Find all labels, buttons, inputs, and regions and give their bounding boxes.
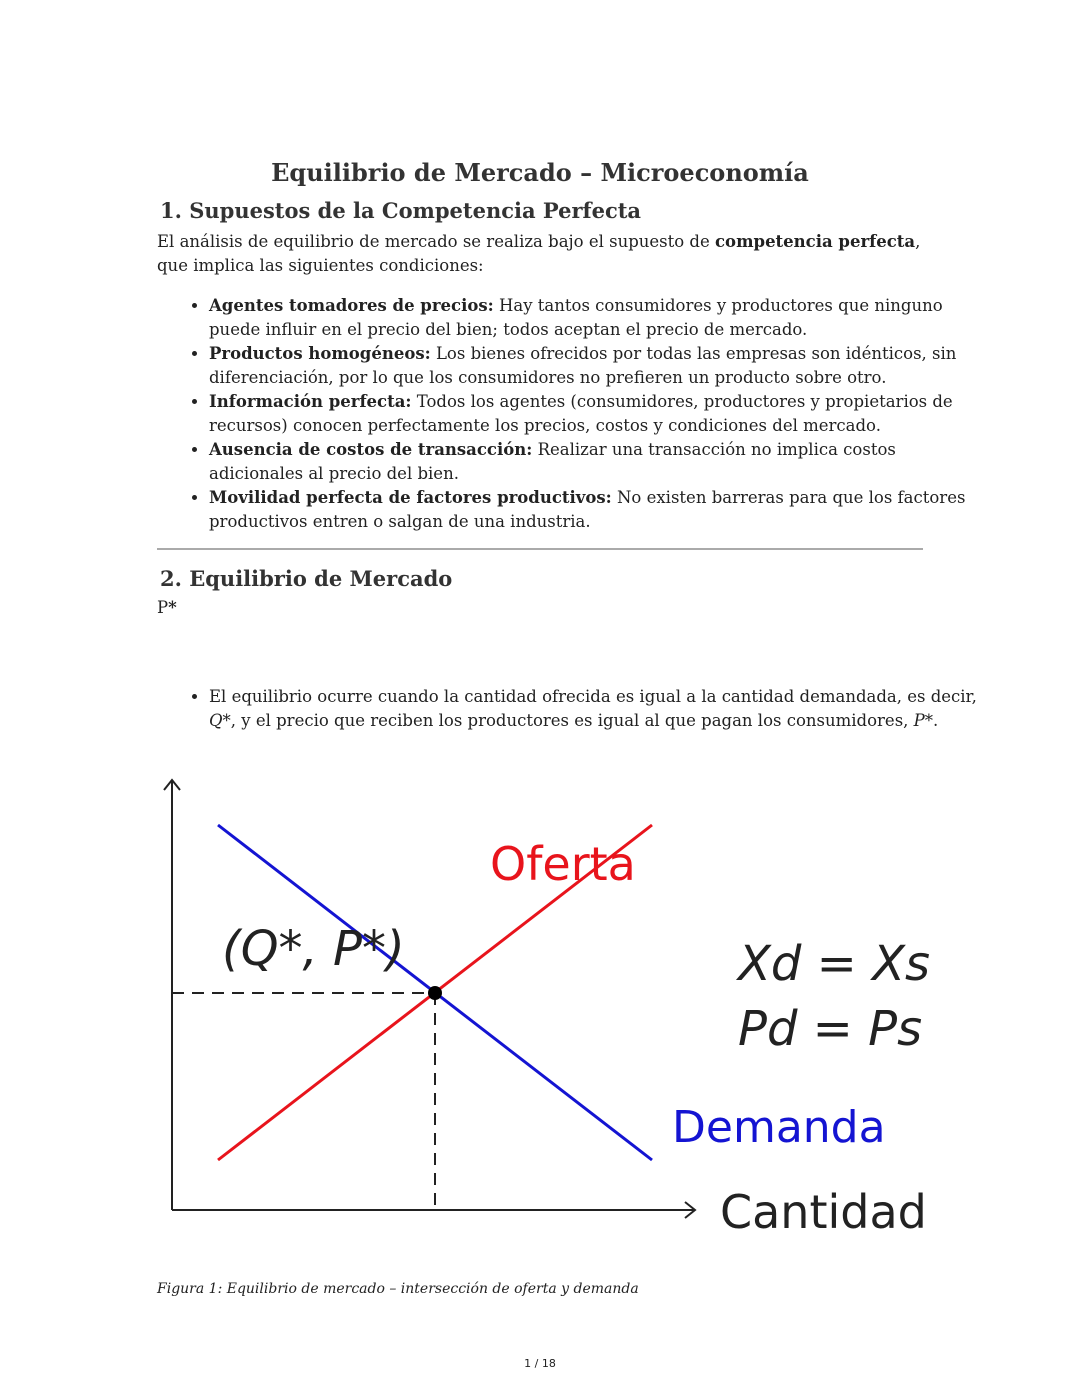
section-2-heading: 2. Equilibrio de Mercado xyxy=(160,566,453,591)
list-item: • Información perfecta: Todos los agentes (consumidores, productores y propietarios de recursos) conocen perfectamente los precios, costos y condiciones del mercado. xyxy=(209,390,979,438)
equilibrium-point xyxy=(428,986,442,1000)
list-item: • Movilidad perfecta de factores productivos: No existen barreras para que los factores productivos entren o salgan de una industria. xyxy=(209,486,979,534)
list-item: • Agentes tomadores de precios: Hay tantos consumidores y productores que ninguno puede influir en el precio del bien; todos aceptan el precio de mercado. xyxy=(209,294,979,342)
price-equation: Pd = Ps xyxy=(738,1001,923,1057)
list-item: • Ausencia de costos de transacción: Realizar una transacción no implica costos adicionales al precio del bien. xyxy=(209,438,979,486)
supply-label: Oferta xyxy=(490,837,636,891)
x-axis-label: Cantidad xyxy=(720,1185,927,1239)
text: El análisis de equilibrio de mercado se realiza bajo el supuesto de xyxy=(157,232,716,251)
list-item: • El equilibrio ocurre cuando la cantidad ofrecida es igual a la cantidad demandada, es decir, Q*, y el precio que reciben los productores es igual al que pagan los consumidores, P*. xyxy=(209,685,979,733)
equilibrium-label: (Q*, P*) xyxy=(222,921,405,977)
section-2-paragraph: P* xyxy=(157,598,177,617)
page-number: 1 / 18 xyxy=(524,1357,556,1370)
text: , que implica las siguientes condiciones: xyxy=(157,232,921,275)
page-title: Equilibrio de Mercado – Microeconomía xyxy=(271,158,809,187)
list-item: • Productos homogéneos: Los bienes ofrecidos por todas las empresas son idénticos, sin diferenciación, por lo que los consumidores no prefieren un producto sobre otro. xyxy=(209,342,979,390)
section-1-heading: 1. Supuestos de la Competencia Perfecta xyxy=(160,198,642,223)
quantity-equation: Xd = Xs xyxy=(738,936,930,992)
figure-caption: Figura 1: Equilibrio de mercado – intersección de oferta y demanda xyxy=(157,1281,639,1297)
demand-label: Demanda xyxy=(672,1102,886,1153)
bold-text: competencia perfecta xyxy=(715,232,916,251)
